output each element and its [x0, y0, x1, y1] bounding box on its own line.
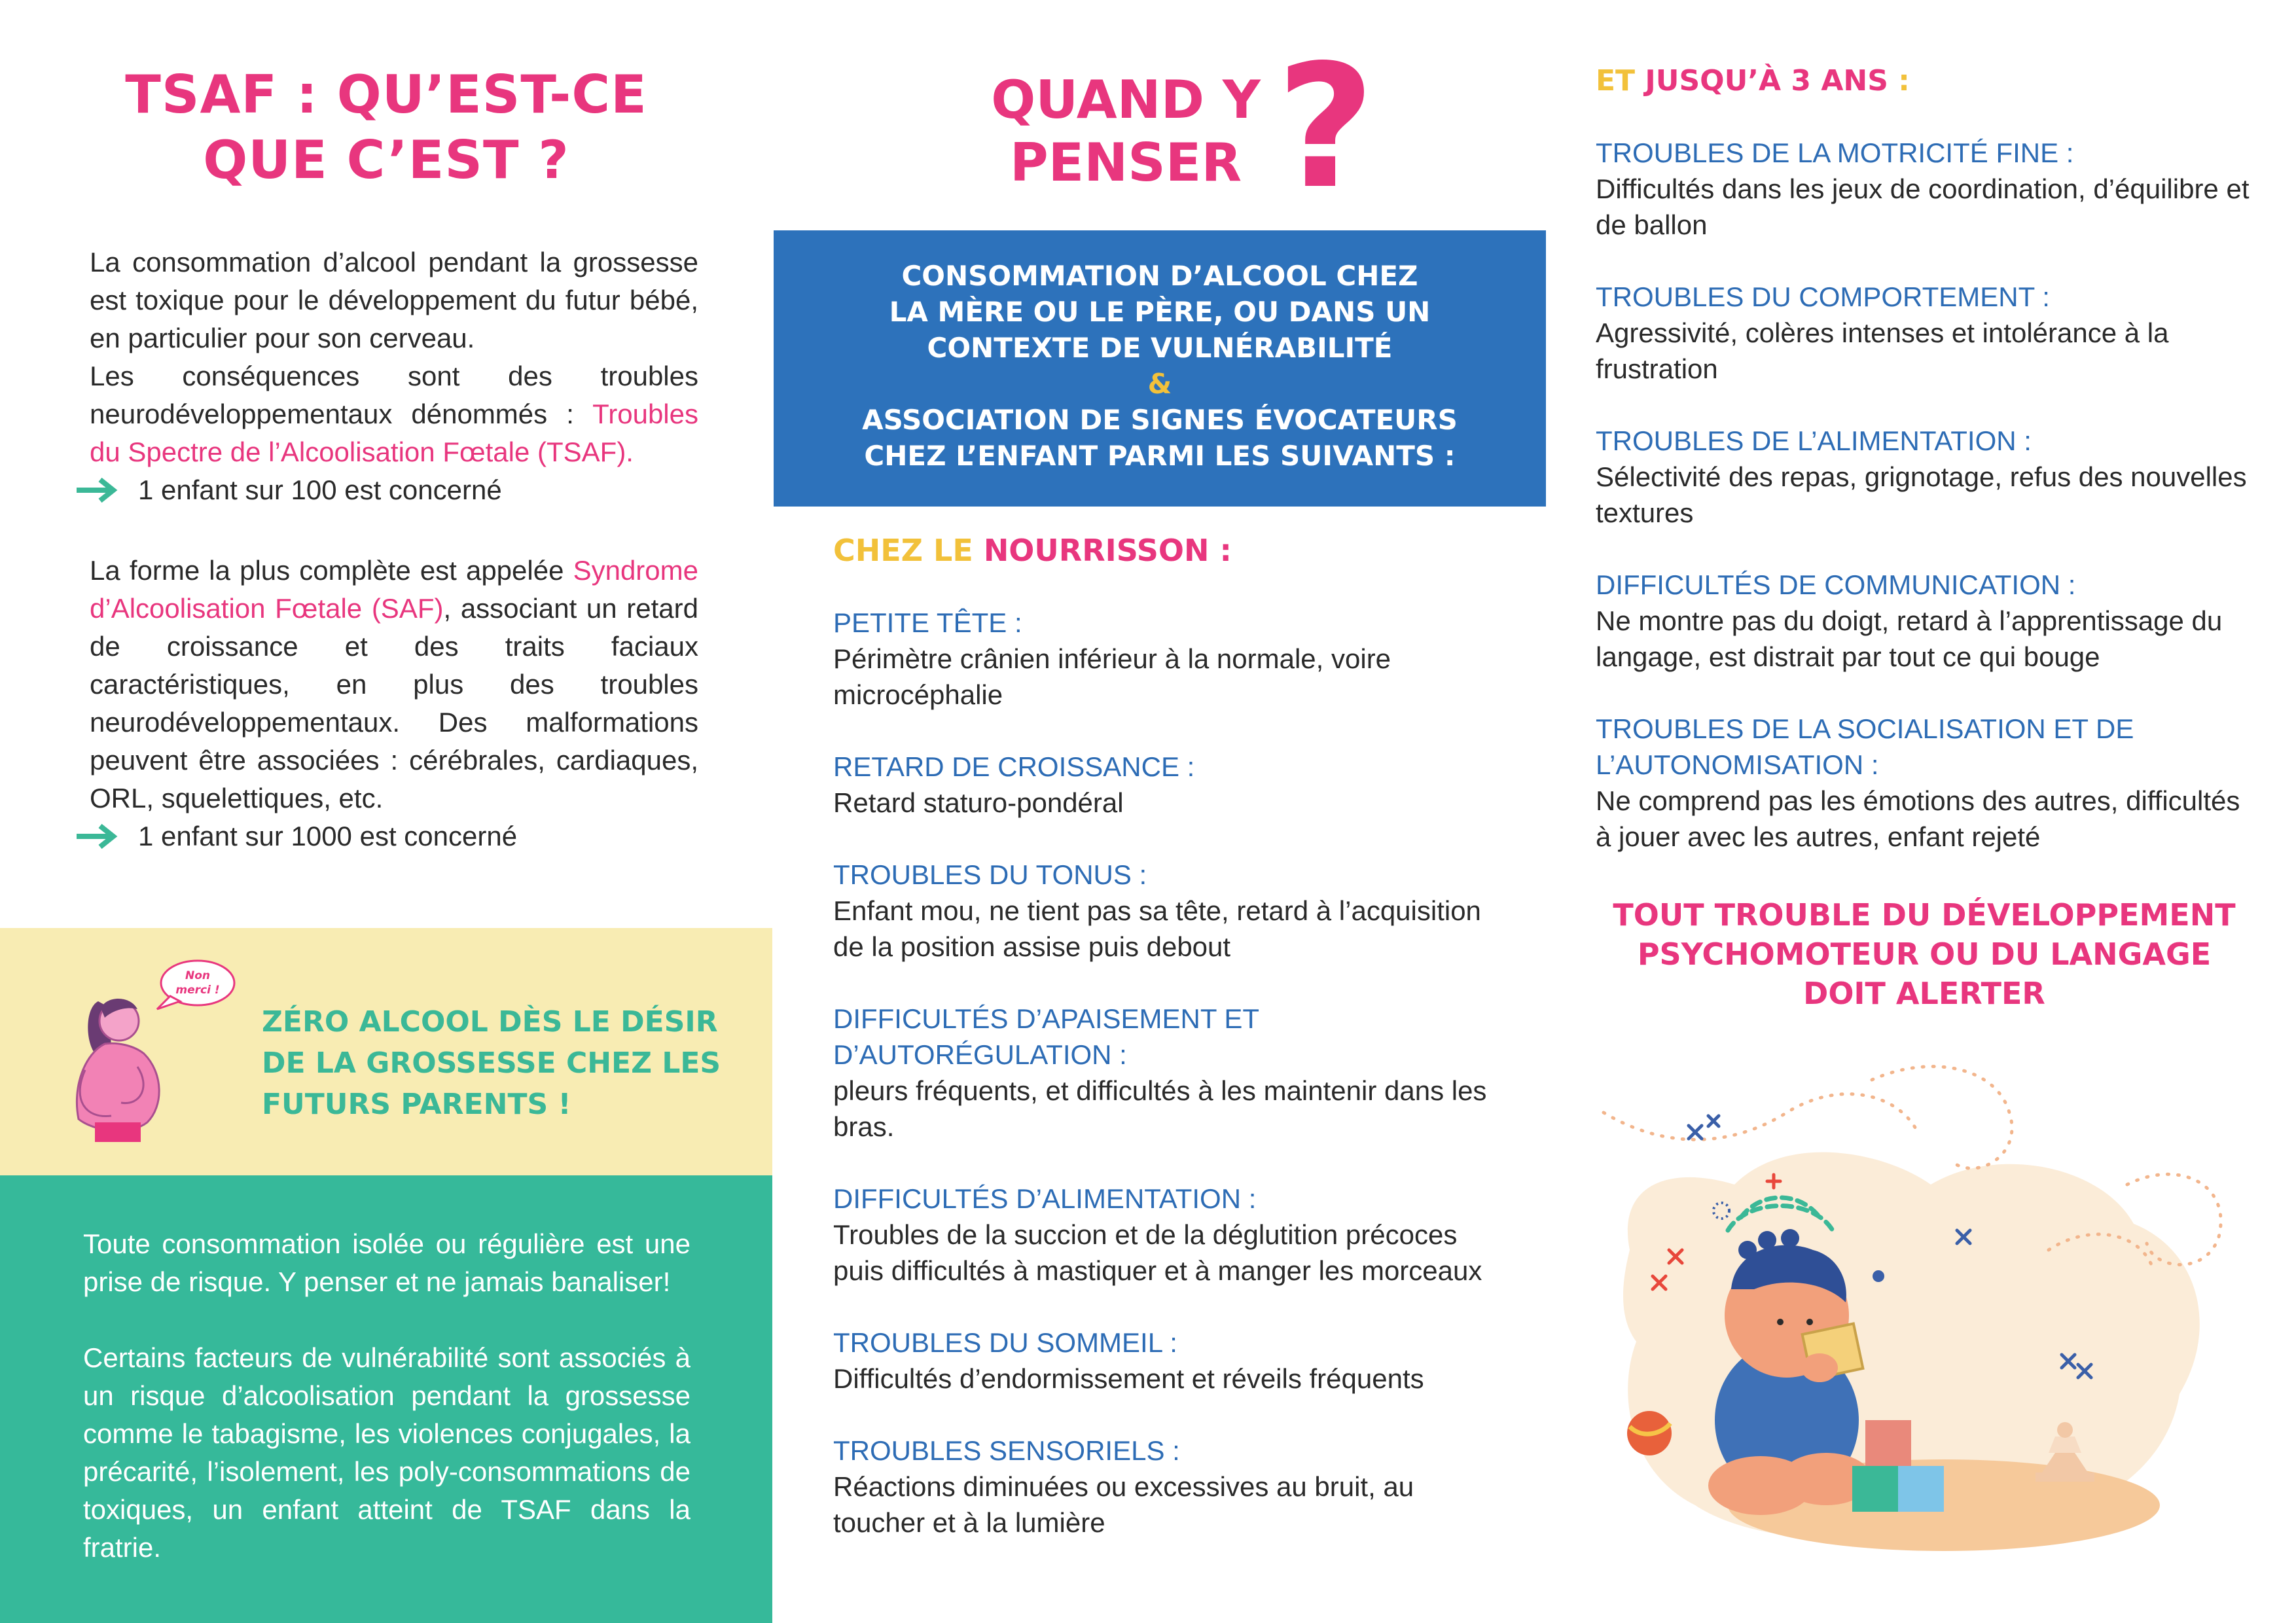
- saf-description: [90, 552, 698, 855]
- alert-line: PSYCHOMOTEUR OU DU LANGAGE: [1637, 936, 2212, 972]
- sign-heading: RETARD DE CROISSANCE :: [833, 751, 1195, 782]
- sign-list: [1596, 135, 2250, 855]
- alert-message: [1590, 895, 2258, 1013]
- question-mark: ?: [1276, 29, 1375, 226]
- sign-item: [833, 749, 1494, 821]
- box-line: CONTEXTE DE VULNÉRABILITÉ: [927, 332, 1393, 364]
- ampersand: &: [1147, 368, 1172, 400]
- sign-heading: TROUBLES DU TONUS :: [833, 859, 1147, 890]
- sign-description: Périmètre crânien inférieur à la normale, voire microcéphalie: [833, 643, 1391, 710]
- sign-description: Troubles de la succion et de la déglutition précoces puis difficultés à mastiquer et à manger les morceaux: [833, 1219, 1482, 1286]
- paragraph-text: Les conséquences sont des troubles neurodéveloppementaux dénommés :: [90, 361, 698, 429]
- sign-item: [1596, 423, 2250, 531]
- sign-heading: DIFFICULTÉS D’APAISEMENT ET D’AUTORÉGULATION :: [833, 1003, 1259, 1070]
- sign-item: [833, 605, 1494, 713]
- sign-item: [833, 1433, 1494, 1541]
- sign-heading: TROUBLES DE LA MOTRICITÉ FINE :: [1596, 137, 2074, 168]
- bubble-text-1: Non: [185, 969, 211, 982]
- box-line: ASSOCIATION DE SIGNES ÉVOCATEURS: [862, 404, 1458, 436]
- sign-description: Difficultés d’endormissement et réveils fréquents: [833, 1363, 1424, 1394]
- zero-line-2: DE LA GROSSESSE CHEZ LES: [262, 1046, 721, 1080]
- heading-suffix: :: [1888, 64, 1910, 98]
- sign-description: Ne comprend pas les émotions des autres, difficultés à jouer avec les autres, enfant rejeté: [1596, 785, 2240, 852]
- stat-line: [90, 471, 698, 509]
- sign-description: Sélectivité des repas, grignotage, refus des nouvelles textures: [1596, 461, 2247, 528]
- criteria-box: [774, 230, 1546, 507]
- sign-description: Retard staturo-pondéral: [833, 787, 1124, 818]
- box-line: CHEZ L’ENFANT PARMI LES SUIVANTS :: [864, 440, 1456, 472]
- paragraph-text: , associant un retard de croissance et des traits faciaux caractéristiques, en plus des troubles neurodéveloppementaux. Des malformations peuvent être associées : cérébrales, cardiaques, ORL, squelettiques, etc.: [90, 593, 698, 813]
- sign-heading: DIFFICULTÉS DE COMMUNICATION :: [1596, 569, 2076, 600]
- box-line: CONSOMMATION D’ALCOOL CHEZ: [901, 260, 1418, 292]
- sign-description: Enfant mou, ne tient pas sa tête, retard à l’acquisition de la position assise puis debout: [833, 895, 1481, 962]
- sign-item: [1596, 279, 2250, 387]
- risk-factors-text: [83, 1225, 691, 1567]
- toddler-heading: [1596, 63, 2250, 99]
- arrow-right-icon: [75, 477, 118, 503]
- sign-item: [833, 1181, 1494, 1289]
- sign-description: Difficultés dans les jeux de coordination, d’équilibre et de ballon: [1596, 173, 2250, 240]
- sign-item: [1596, 567, 2250, 675]
- stat-text: 1 enfant sur 100 est concerné: [138, 474, 502, 505]
- section-title-quand: [975, 69, 1276, 194]
- paragraph: [90, 552, 698, 817]
- sign-list: [833, 605, 1494, 1541]
- sign-heading: TROUBLES DE L’ALIMENTATION :: [1596, 425, 2032, 456]
- title-line-2: QUE C’EST ?: [203, 130, 569, 190]
- sign-heading: TROUBLES SENSORIELS :: [833, 1435, 1180, 1466]
- sign-item: [833, 857, 1494, 965]
- section-title-tsaf: [0, 62, 772, 193]
- sign-description: Réactions diminuées ou excessives au bruit, au toucher et à la lumière: [833, 1471, 1414, 1538]
- baby-blocks-illustration: [1590, 1054, 2258, 1564]
- paragraph-text: La forme la plus complète est appelée: [90, 555, 573, 586]
- zero-alcohol-message: [262, 1001, 746, 1125]
- heading-prefix: ET: [1596, 64, 1645, 98]
- sign-item: [1596, 711, 2250, 855]
- bubble-text-2: merci !: [175, 984, 220, 997]
- alert-line: DOIT ALERTER: [1803, 976, 2045, 1011]
- toddler-signs: [1596, 63, 2250, 891]
- title-line-2: PENSER: [1009, 132, 1242, 193]
- sign-heading: DIFFICULTÉS D’ALIMENTATION :: [833, 1183, 1257, 1214]
- arrow-right-icon: [75, 823, 118, 849]
- zero-line-3: FUTURS PARENTS !: [262, 1088, 571, 1121]
- sign-description: Ne montre pas du doigt, retard à l’apprentissage du langage, est distrait par tout ce qui bouge: [1596, 605, 2223, 672]
- stat-line: [90, 817, 698, 855]
- sign-heading: PETITE TÊTE :: [833, 607, 1022, 638]
- heading-prefix: CHEZ LE: [833, 533, 984, 568]
- sign-item: [1596, 135, 2250, 243]
- stat-text: 1 enfant sur 1000 est concerné: [138, 821, 518, 851]
- heading-highlight: NOURRISSON :: [983, 533, 1232, 568]
- tsaf-intro: [90, 243, 698, 509]
- pregnant-woman-illustration: [59, 955, 242, 1152]
- saf-term: Syndrome d’Alcoolisation Fœtale (SAF): [90, 555, 698, 624]
- paragraph: La consommation d’alcool pendant la grossesse est toxique pour le développement du futur bébé, en particulier pour son cerveau.: [90, 247, 698, 353]
- sign-description: pleurs fréquents, et difficultés à les maintenir dans les bras.: [833, 1075, 1487, 1142]
- title-line-1: QUAND Y: [991, 69, 1261, 130]
- sign-heading: TROUBLES DE LA SOCIALISATION ET DE L’AUTONOMISATION :: [1596, 713, 2134, 780]
- paragraph: Toute consommation isolée ou régulière est une prise de risque. Y penser et ne jamais banaliser!: [83, 1228, 691, 1297]
- title-line-1: TSAF : QU’EST-CE: [125, 64, 647, 125]
- infant-heading: [833, 533, 1494, 569]
- sign-item: [833, 1325, 1494, 1397]
- paragraph: [90, 357, 698, 471]
- paragraph: Certains facteurs de vulnérabilité sont associés à un risque d’alcoolisation pendant la grossesse comme le tabagisme, les violences conjugales, la précarité, l’isolement, les poly-consommations de toxiques, un enfant atteint de TSAF dans la fratrie.: [83, 1342, 691, 1563]
- heading-highlight: JUSQU’À 3 ANS: [1645, 64, 1888, 98]
- sign-heading: TROUBLES DU SOMMEIL :: [833, 1327, 1177, 1358]
- alert-line: TOUT TROUBLE DU DÉVELOPPEMENT: [1613, 897, 2236, 933]
- sign-description: Agressivité, colères intenses et intolérance à la frustration: [1596, 317, 2169, 384]
- box-line: LA MÈRE OU LE PÈRE, OU DANS UN: [889, 296, 1431, 328]
- tsaf-term: Troubles du Spectre de l’Alcoolisation Fœtale (TSAF).: [90, 399, 698, 467]
- infant-signs: [833, 533, 1494, 1577]
- sign-item: [833, 1001, 1494, 1145]
- sign-heading: TROUBLES DU COMPORTEMENT :: [1596, 281, 2050, 312]
- zero-line-1: ZÉRO ALCOOL DÈS LE DÉSIR: [262, 1005, 718, 1039]
